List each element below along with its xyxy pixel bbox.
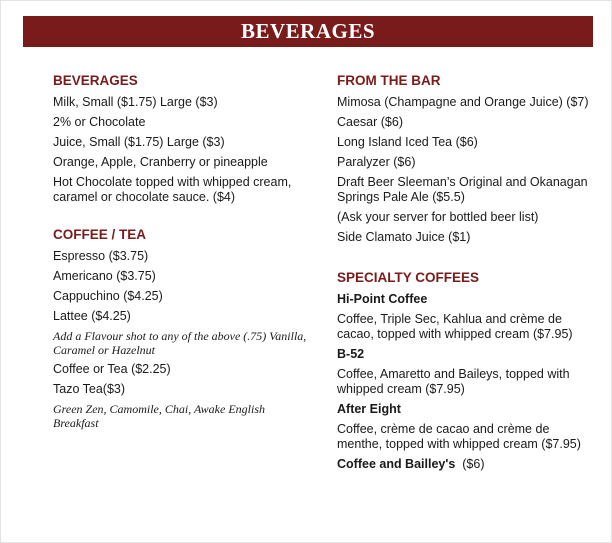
menu-item: Side Clamato Juice ($1) <box>337 230 471 244</box>
menu-item: Cappuchino ($4.25) <box>53 289 163 303</box>
drink-name: Hi-Point Coffee <box>337 292 428 306</box>
menu-item: 2% or Chocolate <box>53 115 146 129</box>
section-title-beverages: BEVERAGES <box>53 73 138 88</box>
menu-item: Paralyzer ($6) <box>337 155 416 169</box>
menu-item: Tazo Tea($3) <box>53 382 126 396</box>
menu-item: Juice, Small ($1.75) Large ($3) <box>53 135 225 149</box>
drink-price: ($6) <box>462 457 485 471</box>
menu-item: (Ask your server for bottled beer list) <box>337 210 539 224</box>
section-title-coffee-tea: COFFEE / TEA <box>53 227 147 242</box>
menu-item: Mimosa (Champagne and Orange Juice) ($7) <box>337 95 589 109</box>
left-column <box>53 73 311 435</box>
menu-banner: BEVERAGES <box>23 16 593 47</box>
section-title-bar: FROM THE BAR <box>337 73 441 88</box>
menu-item: Americano ($3.75) <box>53 269 156 283</box>
tea-flavours-note: Green Zen, Camomile, Chai, Awake English Breakfast <box>53 402 265 430</box>
drink-name: Coffee and Bailley's <box>337 457 456 471</box>
menu-item: Lattee ($4.25) <box>53 309 131 323</box>
drink-name: After Eight <box>337 402 401 416</box>
flavour-note: Add a Flavour shot to any of the above (.75) Vanilla, Caramel or Hazelnut <box>53 329 307 357</box>
menu-item: Long Island Iced Tea ($6) <box>337 135 478 149</box>
menu-item: Espresso ($3.75) <box>53 249 149 263</box>
drink-description: Coffee, crème de cacao and crème de menthe, topped with whipped cream ($7.95) <box>337 422 581 451</box>
right-column <box>337 73 589 477</box>
drink-description: Coffee, Amaretto and Baileys, topped with whipped cream ($7.95) <box>337 367 570 396</box>
menu-item: Hot Chocolate topped with whipped cream, caramel or chocolate sauce. ($4) <box>53 175 292 204</box>
menu-item: Caesar ($6) <box>337 115 403 129</box>
menu-item: Milk, Small ($1.75) Large ($3) <box>53 95 218 109</box>
drink-description: Coffee, Triple Sec, Kahlua and crème de cacao, topped with whipped cream ($7.95) <box>337 312 573 341</box>
drink-name: B-52 <box>337 347 365 361</box>
menu-item-coffee-baileys <box>337 457 589 472</box>
section-title-specialty-coffees: SPECIALTY COFFEES <box>337 270 480 285</box>
menu-item: Orange, Apple, Cranberry or pineapple <box>53 155 268 169</box>
menu-item: Coffee or Tea ($2.25) <box>53 362 171 376</box>
menu-item: Draft Beer Sleeman’s Original and Okanagan Springs Pale Ale ($5.5) <box>337 175 588 204</box>
